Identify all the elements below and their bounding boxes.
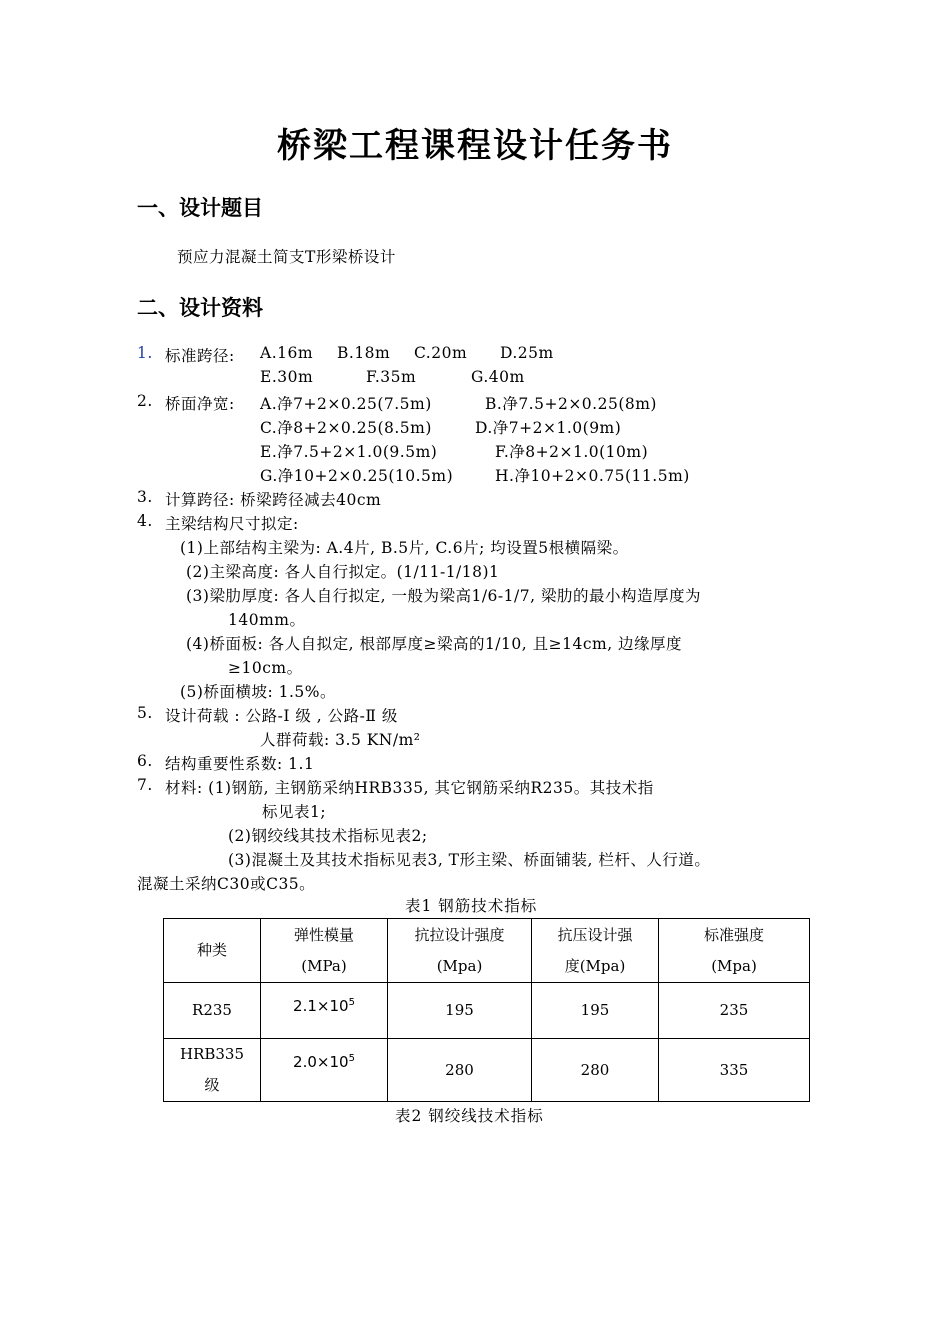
item-number: 5.: [137, 704, 153, 722]
item-label-span: 标准跨径:: [165, 347, 235, 365]
table1: [163, 918, 810, 1102]
cell-compression: 195: [532, 983, 659, 1039]
page-title: 桥梁工程课程设计任务书: [277, 126, 673, 166]
table2-caption: 表2 钢绞线技术指标: [395, 1107, 544, 1125]
item-number: 7.: [137, 776, 153, 794]
header-cell: 抗压设计强 度(Mpa): [532, 919, 659, 983]
sub-item: (3)混凝土及其技术指标见表3, T形主梁、桥面铺装, 栏杆、人行道。: [228, 851, 711, 869]
option: B.净7.5+2×0.25(8m): [485, 395, 657, 413]
option: A.净7+2×0.25(7.5m): [260, 395, 432, 413]
cell-modulus: $2.1\times 10^5$: [261, 983, 388, 1039]
item-number: 1.: [137, 344, 153, 362]
cell-kind: R235: [164, 983, 261, 1039]
section-heading-topic: 一、设计题目: [137, 196, 263, 220]
option: H.净10+2×0.75(11.5m): [495, 467, 690, 485]
option: A.16m: [260, 344, 314, 362]
sub-item: ≥10cm。: [228, 659, 303, 677]
table-header-row: [164, 919, 810, 983]
design-topic: 预应力混凝土简支T形梁桥设计: [177, 248, 396, 266]
option: D.净7+2×1.0(9m): [475, 419, 622, 437]
item-text: 主梁结构尺寸拟定:: [165, 515, 299, 533]
header-cell: 种类: [164, 919, 261, 983]
option: C.20m: [414, 344, 468, 362]
option: E.30m: [260, 368, 314, 386]
option: G.40m: [471, 368, 525, 386]
section-heading-materials: 二、设计资料: [137, 296, 263, 320]
option: D.25m: [500, 344, 554, 362]
sub-item: (3)梁肋厚度: 各人自行拟定, 一般为梁高1/6-1/7, 梁肋的最小构造厚度为: [186, 587, 701, 605]
sub-item: (5)桥面横坡: 1.5%。: [180, 683, 336, 701]
sub-item: (2)主梁高度: 各人自行拟定。(1/11-1/18)1: [186, 563, 500, 581]
header-cell: 标准强度 (Mpa): [659, 919, 810, 983]
header-cell: 抗拉设计强度 (Mpa): [388, 919, 532, 983]
item-text: 材料: (1)钢筋, 主钢筋采纳HRB335, 其它钢筋采纳R235。其技术指: [165, 779, 654, 797]
sub-item: (2)钢绞线其技术指标见表2;: [228, 827, 428, 845]
crowd-load: 人群荷载: 3.5 KN/m²: [260, 731, 421, 749]
item-text: 计算跨径: 桥梁跨径减去40cm: [165, 491, 382, 509]
item-number: 4.: [137, 512, 153, 530]
cell-kind: HRB335 级: [164, 1039, 261, 1102]
table1-caption: 表1 钢筋技术指标: [405, 897, 538, 915]
sub-item: 标见表1;: [262, 803, 327, 821]
cell-tension: 280: [388, 1039, 532, 1102]
option: F.净8+2×1.0(10m): [495, 443, 649, 461]
cell-modulus: $2.0\times 10^5$: [261, 1039, 388, 1102]
cell-compression: 280: [532, 1039, 659, 1102]
item-text: 设计荷载 : 公路-Ⅰ 级 , 公路-Ⅱ 级: [165, 707, 398, 725]
table-row: [164, 983, 810, 1039]
sub-item: (1)上部结构主梁为: A.4片, B.5片, C.6片; 均设置5根横隔梁。: [180, 539, 629, 557]
sub-item: 混凝土采纳C30或C35。: [137, 875, 316, 893]
item-label-width: 桥面净宽:: [165, 395, 235, 413]
header-cell: 弹性模量 (MPa): [261, 919, 388, 983]
item-number: 3.: [137, 488, 153, 506]
item-number: 6.: [137, 752, 153, 770]
option: B.18m: [337, 344, 391, 362]
option: F.35m: [366, 368, 417, 386]
option: C.净8+2×0.25(8.5m): [260, 419, 432, 437]
option: G.净10+2×0.25(10.5m): [260, 467, 454, 485]
cell-tension: 195: [388, 983, 532, 1039]
option: E.净7.5+2×1.0(9.5m): [260, 443, 438, 461]
cell-standard: 235: [659, 983, 810, 1039]
sub-item: 140mm。: [228, 611, 306, 629]
table-row: [164, 1039, 810, 1102]
item-number: 2.: [137, 392, 153, 410]
item-text: 结构重要性系数: 1.1: [165, 755, 315, 773]
cell-standard: 335: [659, 1039, 810, 1102]
sub-item: (4)桥面板: 各人自拟定, 根部厚度≥梁高的1/10, 且≥14cm, 边缘厚度: [186, 635, 683, 653]
